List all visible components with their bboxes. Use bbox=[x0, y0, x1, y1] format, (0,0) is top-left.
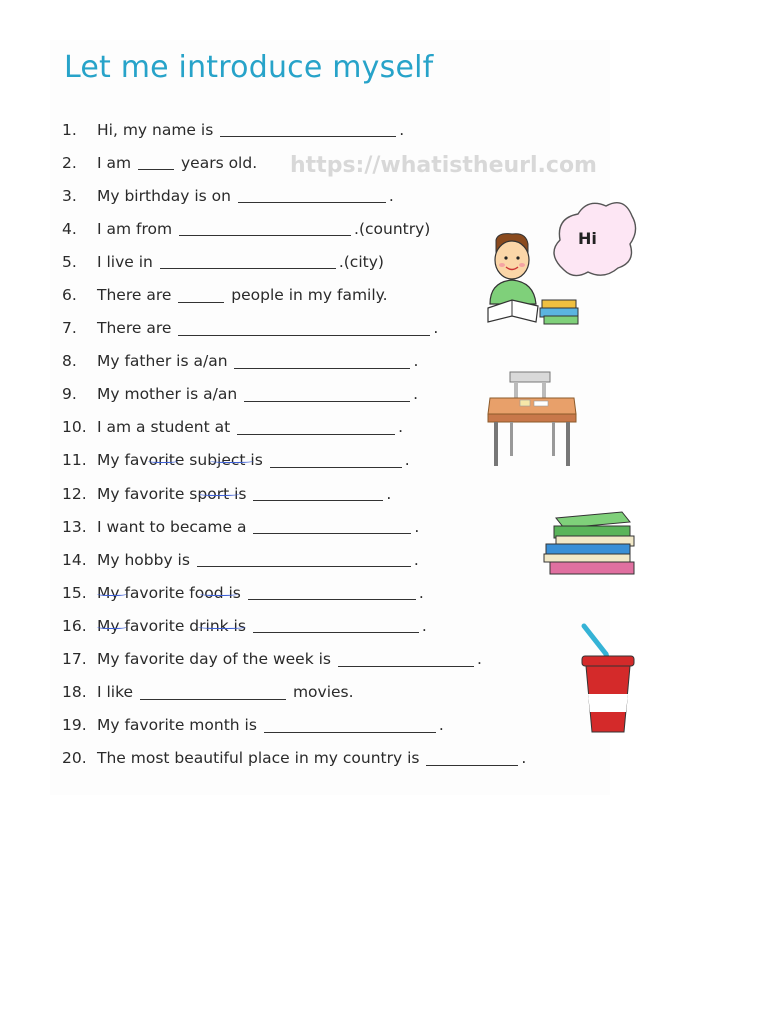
answer-blank[interactable] bbox=[178, 321, 430, 336]
spellcheck-underline bbox=[198, 491, 240, 496]
question-number: 6. bbox=[62, 286, 77, 305]
question-text: I live in bbox=[97, 252, 153, 271]
answer-blank[interactable] bbox=[253, 519, 411, 534]
worksheet-title: Let me introduce myself bbox=[64, 50, 434, 85]
answer-blank[interactable] bbox=[270, 453, 402, 468]
school-desk-icon bbox=[484, 370, 580, 468]
question-list bbox=[62, 113, 526, 775]
question-text: My favorite subject is bbox=[97, 451, 263, 470]
question-suffix: . bbox=[388, 186, 394, 205]
answer-blank[interactable] bbox=[248, 585, 416, 600]
question-text: My favorite day of the week is bbox=[97, 650, 332, 669]
answer-blank[interactable] bbox=[426, 751, 518, 766]
question-suffix: . bbox=[521, 749, 527, 768]
question-number: 1. bbox=[62, 120, 77, 139]
question-number: 17. bbox=[62, 650, 87, 669]
speech-bubble-text: Hi bbox=[578, 229, 597, 248]
answer-blank[interactable] bbox=[160, 254, 336, 269]
question-suffix: . bbox=[404, 451, 410, 470]
question-suffix: years old. bbox=[180, 153, 258, 172]
answer-blank[interactable] bbox=[244, 387, 410, 402]
question-suffix: . bbox=[398, 418, 404, 437]
question-number: 15. bbox=[62, 583, 87, 602]
question-suffix: . bbox=[413, 550, 419, 569]
question-14 bbox=[62, 543, 526, 576]
question-17 bbox=[62, 643, 526, 676]
answer-blank[interactable] bbox=[138, 155, 174, 170]
question-number: 12. bbox=[62, 484, 87, 503]
question-number: 19. bbox=[62, 716, 87, 735]
question-number: 20. bbox=[62, 749, 87, 768]
question-4 bbox=[62, 212, 526, 245]
question-15 bbox=[62, 576, 526, 609]
question-suffix: . bbox=[399, 120, 405, 139]
question-suffix: . bbox=[421, 616, 427, 635]
boy-waving-icon bbox=[478, 196, 638, 328]
question-7 bbox=[62, 312, 526, 345]
question-text: My favorite sport is bbox=[97, 484, 247, 503]
question-20 bbox=[62, 742, 526, 775]
spellcheck-underline bbox=[97, 624, 127, 629]
question-text: I am a student at bbox=[97, 418, 231, 437]
question-text: My father is a/an bbox=[97, 352, 228, 371]
answer-blank[interactable] bbox=[197, 552, 411, 567]
question-text: I like bbox=[97, 683, 134, 702]
spellcheck-underline bbox=[97, 591, 127, 596]
question-2 bbox=[62, 146, 526, 179]
question-12 bbox=[62, 477, 526, 510]
question-13 bbox=[62, 510, 526, 543]
answer-blank[interactable] bbox=[140, 685, 286, 700]
spellcheck-underline bbox=[210, 458, 254, 463]
answer-blank[interactable] bbox=[338, 652, 474, 667]
question-8 bbox=[62, 345, 526, 378]
question-suffix: . bbox=[438, 716, 444, 735]
question-16 bbox=[62, 609, 526, 642]
question-number: 5. bbox=[62, 252, 77, 271]
question-11 bbox=[62, 444, 526, 477]
answer-blank[interactable] bbox=[220, 122, 396, 137]
question-text: There are bbox=[97, 286, 172, 305]
question-number: 2. bbox=[62, 153, 77, 172]
spellcheck-underline bbox=[200, 591, 238, 596]
question-number: 4. bbox=[62, 219, 77, 238]
question-number: 13. bbox=[62, 517, 87, 536]
question-3 bbox=[62, 179, 526, 212]
question-text: My favorite month is bbox=[97, 716, 257, 735]
question-text: The most beautiful place in my country is bbox=[97, 749, 420, 768]
question-number: 9. bbox=[62, 385, 77, 404]
question-suffix: movies. bbox=[292, 683, 354, 702]
stack-of-books-icon bbox=[542, 508, 638, 580]
question-text: My birthday is on bbox=[97, 186, 231, 205]
answer-blank[interactable] bbox=[178, 288, 224, 303]
question-number: 8. bbox=[62, 352, 77, 371]
question-text: I want to became a bbox=[97, 517, 247, 536]
answer-blank[interactable] bbox=[264, 718, 436, 733]
question-suffix: . bbox=[418, 583, 424, 602]
drink-cup-icon bbox=[578, 620, 642, 736]
question-5 bbox=[62, 245, 526, 278]
question-text: My hobby is bbox=[97, 550, 190, 569]
question-18 bbox=[62, 676, 526, 709]
question-suffix: people in my family. bbox=[231, 286, 388, 305]
question-suffix: . bbox=[386, 484, 392, 503]
answer-blank[interactable] bbox=[179, 221, 351, 236]
spellcheck-underline bbox=[148, 458, 178, 463]
question-number: 16. bbox=[62, 616, 87, 635]
answer-blank[interactable] bbox=[253, 486, 383, 501]
answer-blank[interactable] bbox=[237, 420, 395, 435]
answer-blank[interactable] bbox=[238, 188, 386, 203]
question-suffix: . bbox=[414, 517, 420, 536]
question-9 bbox=[62, 378, 526, 411]
question-text: There are bbox=[97, 319, 172, 338]
answer-blank[interactable] bbox=[234, 354, 410, 369]
question-number: 18. bbox=[62, 683, 87, 702]
question-text: My mother is a/an bbox=[97, 385, 238, 404]
question-number: 7. bbox=[62, 319, 77, 338]
question-text: My favorite drink is bbox=[97, 616, 246, 635]
question-text: Hi, my name is bbox=[97, 120, 214, 139]
question-suffix: .(city) bbox=[338, 252, 384, 271]
question-suffix: . bbox=[433, 319, 439, 338]
question-text: My favorite food is bbox=[97, 583, 241, 602]
question-1 bbox=[62, 113, 526, 146]
question-10 bbox=[62, 411, 526, 444]
question-number: 3. bbox=[62, 186, 77, 205]
question-text: I am from bbox=[97, 219, 173, 238]
question-suffix: . bbox=[413, 352, 419, 371]
question-19 bbox=[62, 709, 526, 742]
spellcheck-underline bbox=[198, 624, 246, 629]
question-text: I am bbox=[97, 153, 132, 172]
question-suffix: .(country) bbox=[354, 219, 431, 238]
question-number: 10. bbox=[62, 418, 87, 437]
question-number: 14. bbox=[62, 550, 87, 569]
watermark-url: https://whatistheurl.com bbox=[290, 153, 597, 178]
question-suffix: . bbox=[413, 385, 419, 404]
question-suffix: . bbox=[476, 650, 482, 669]
answer-blank[interactable] bbox=[253, 618, 419, 633]
question-6 bbox=[62, 278, 526, 311]
question-number: 11. bbox=[62, 451, 87, 470]
